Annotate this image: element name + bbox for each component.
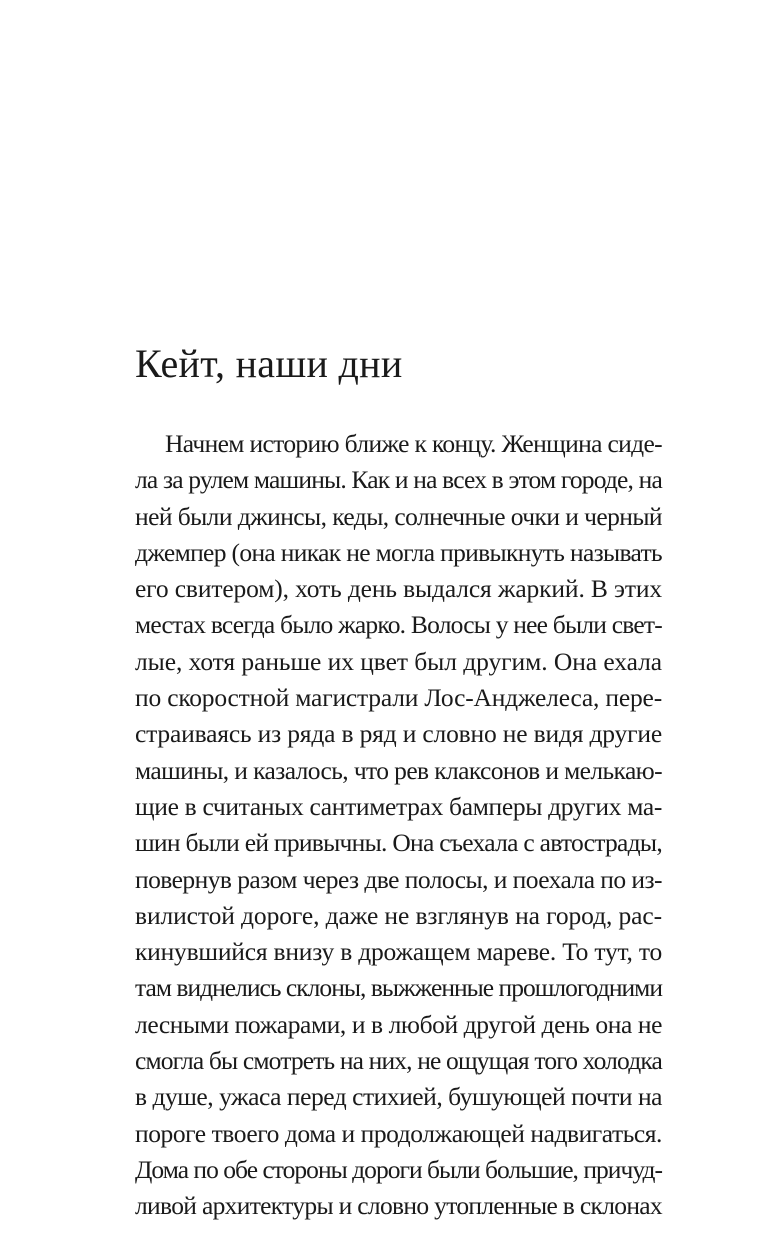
text-line: по скоростной магистрали Лос-Анджелеса, пере-	[135, 683, 662, 713]
text-line: Начнем историю ближе к концу. Женщина сиде-	[165, 429, 662, 458]
text-line: кинувшийся внизу в дрожащем мареве. То тут, то	[135, 937, 662, 967]
text-line: шин были ей привычны. Она съехала с автострады,	[135, 828, 662, 858]
chapter-title: Кейт, наши дни	[135, 341, 403, 386]
body-text	[135, 426, 662, 1225]
text-line: местах всегда было жарко. Волосы у нее были свет-	[135, 610, 662, 640]
text-line: вилистой дороге, даже не взглянув на город, рас-	[135, 900, 662, 930]
text-line: Дома по обе стороны дороги были большие, причуд-	[135, 1154, 662, 1184]
text-line: машины, и казалось, что рев клаксонов и мелькаю-	[135, 755, 662, 785]
text-line: там виднелись склоны, выжженные прошлогодними	[135, 973, 662, 1003]
text-line: щие в считаных сантиметрах бамперы других ма-	[135, 791, 662, 821]
text-line: смогла бы смотреть на них, не ощущая того холодка	[135, 1046, 662, 1076]
text-line: лесными пожарами, и в любой другой день она не	[135, 1009, 663, 1039]
text-line: лые, хотя раньше их цвет был другим. Она ехала	[135, 646, 663, 676]
text-line: ней были джинсы, кеды, солнечные очки и черный	[135, 501, 662, 531]
text-line: ливой архитектуры и словно утопленные в склонах	[135, 1191, 662, 1221]
text-line: ла за рулем машины. Как и на всех в этом городе, на	[135, 465, 662, 495]
text-line: пороге твоего дома и продолжающей надвигаться.	[135, 1118, 662, 1148]
text-line: повернув разом через две полосы, и поехала по из-	[135, 864, 662, 894]
text-line: джемпер (она никак не могла привыкнуть называть	[135, 537, 662, 567]
text-line: в душе, ужаса перед стихией, бушующей почти на	[135, 1082, 662, 1112]
text-line: страиваясь из ряда в ряд и словно не видя другие	[135, 719, 662, 749]
text-line: его свитером), хоть день выдался жаркий. В этих	[135, 574, 662, 604]
